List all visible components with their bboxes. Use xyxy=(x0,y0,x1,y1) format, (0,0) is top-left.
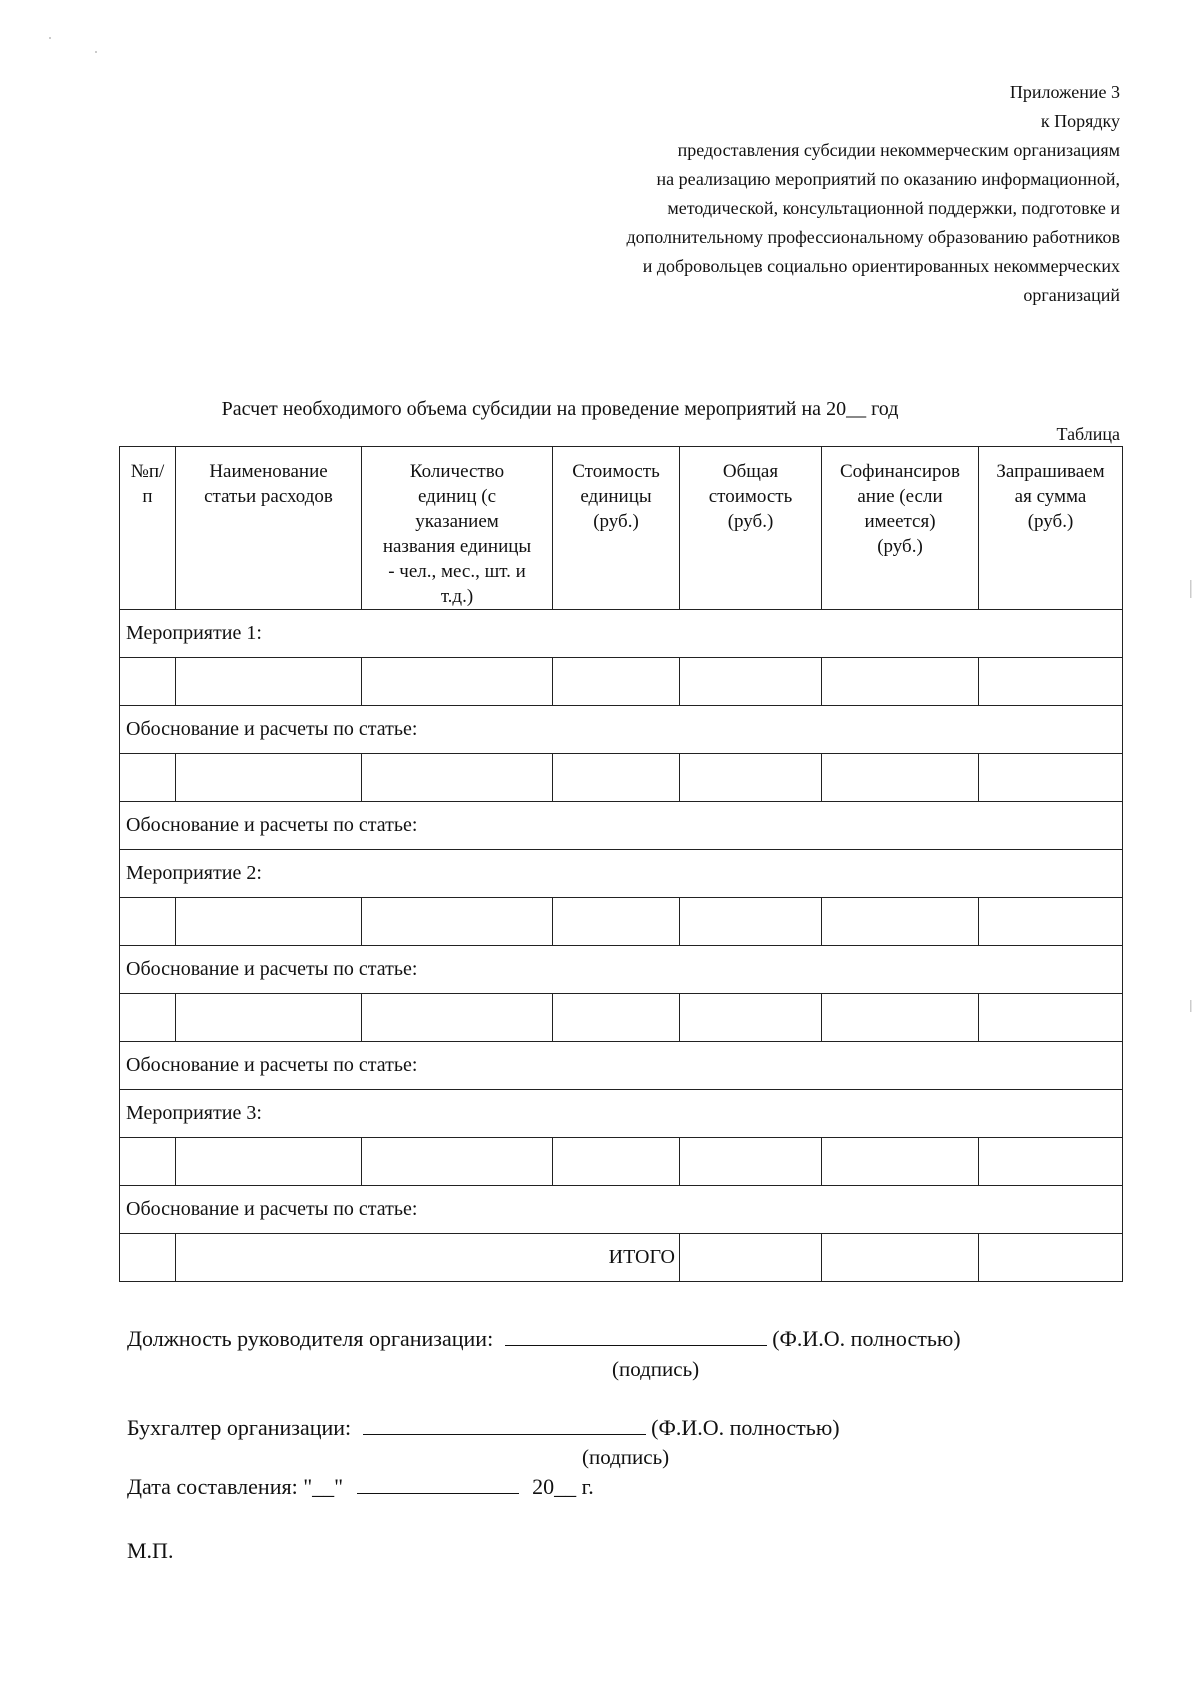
header-requested-amount: Запрашиваем ая сумма (руб.) xyxy=(979,447,1123,610)
section-row-label: Мероприятие 3: xyxy=(120,1090,1123,1138)
annex-line-5: методической, консультационной поддержки, подготовке и xyxy=(667,198,1120,218)
header-item-name: Наименование статьи расходов xyxy=(176,447,362,610)
annex-line-1: Приложение 3 xyxy=(1009,82,1120,102)
annex-line-2: к Порядку xyxy=(1040,111,1120,131)
head-sign-caption: (подпись) xyxy=(612,1357,700,1381)
header-cofinancing: Софинансиров ание (если имеется) (руб.) xyxy=(822,447,979,610)
section-row-label: Обоснование и расчеты по статье: xyxy=(120,946,1123,994)
annex-line-6: дополнительному профессиональному образованию работников xyxy=(626,227,1120,247)
date-label: Дата составления: "__" xyxy=(127,1474,344,1499)
stamp-place: М.П. xyxy=(127,1538,174,1563)
speck xyxy=(1190,1000,1192,1012)
speck xyxy=(1190,580,1192,598)
header-unit-cost: Стоимость единицы (руб.) xyxy=(553,447,680,610)
section-row-label: Обоснование и расчеты по статье: xyxy=(120,1186,1123,1234)
annex-line-7: и добровольцев социально ориентированных некоммерческих xyxy=(642,256,1120,276)
section-row-label: Мероприятие 1: xyxy=(120,610,1123,658)
annex-line-3: предоставления субсидии некоммерческим организациям xyxy=(677,140,1120,160)
annex-line-4: на реализацию мероприятий по оказанию информационной, xyxy=(656,169,1120,189)
accountant-sign-caption: (подпись) xyxy=(582,1445,670,1469)
header-number: №п/ п xyxy=(120,447,176,610)
accountant-fio-caption: (Ф.И.О. полностью) xyxy=(651,1415,840,1440)
speck xyxy=(95,51,97,53)
section-row-label: Обоснование и расчеты по статье: xyxy=(120,802,1123,850)
header-quantity: Количество единиц (с указанием названия единицы - чел., мес., шт. и т.д.) xyxy=(362,447,553,610)
section-row-label: Обоснование и расчеты по статье: xyxy=(120,706,1123,754)
accountant-label: Бухгалтер организации: xyxy=(127,1415,352,1440)
document-title: Расчет необходимого объема субсидии на проведение мероприятий на 20__ год xyxy=(221,398,899,420)
speck xyxy=(49,37,51,39)
table-label: Таблица xyxy=(1056,424,1120,444)
total-label: ИТОГО xyxy=(176,1234,680,1282)
header-total-cost: Общая стоимость (руб.) xyxy=(680,447,822,610)
section-row-label: Мероприятие 2: xyxy=(120,850,1123,898)
section-row-label: Обоснование и расчеты по статье: xyxy=(120,1042,1123,1090)
date-year: 20__ г. xyxy=(532,1474,594,1499)
annex-line-8: организаций xyxy=(1023,285,1120,305)
head-position-label: Должность руководителя организации: xyxy=(127,1326,494,1351)
head-fio-caption: (Ф.И.О. полностью) xyxy=(772,1326,961,1351)
